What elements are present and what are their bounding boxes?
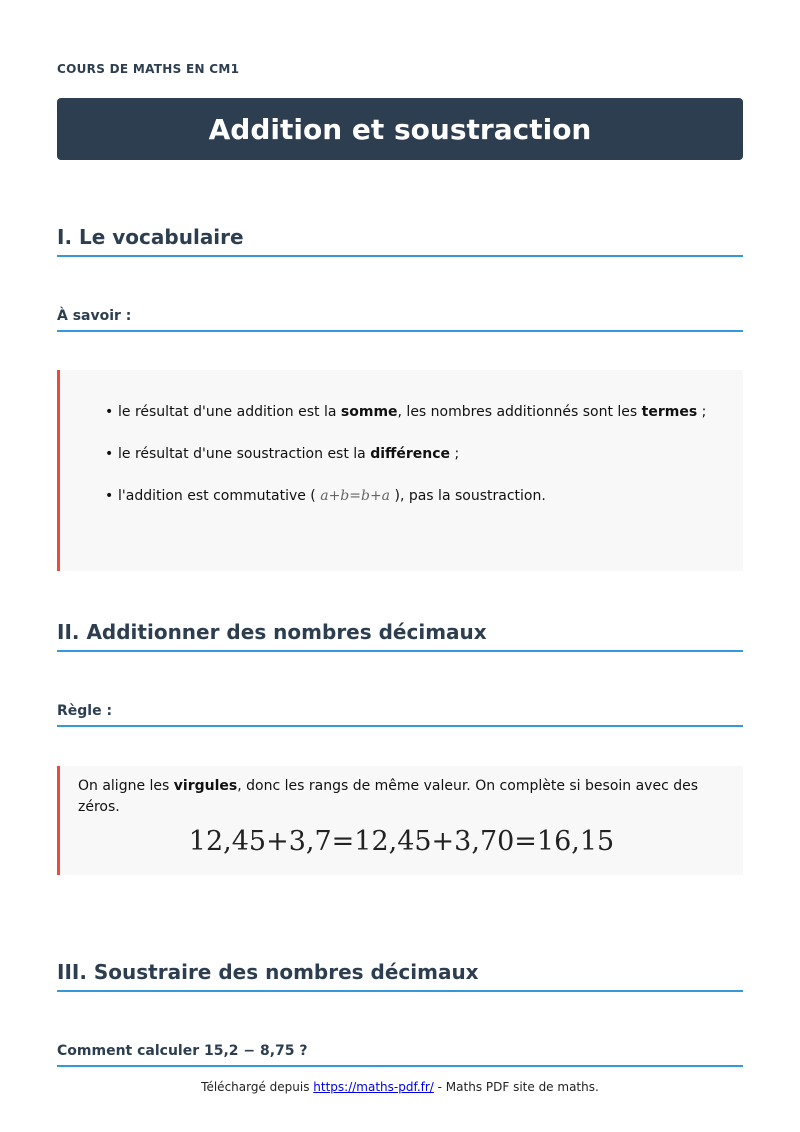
section-heading-vocabulaire: I. Le vocabulaire [57,225,743,257]
section-heading-soustraire: III. Soustraire des nombres décimaux [57,960,743,992]
subheading-question: Comment calculer 15,2 − 8,75 ? [57,1043,743,1067]
course-kicker: COURS DE MATHS EN CM1 [57,62,240,76]
title-banner [57,98,743,160]
list-item [118,486,743,506]
term-virgules: virgules [173,778,238,794]
item-text: ; [697,404,707,420]
footer-link[interactable]: https://maths-pdf.fr/ [313,1080,434,1094]
rule-box [57,766,743,875]
vocabulary-box [57,370,743,571]
commutativity-formula: a+b=b+a [320,488,391,504]
subheading-a-savoir: À savoir : [57,308,743,332]
item-text: l'addition est commutative ( [118,488,321,504]
page-title: Addition et soustraction [208,112,592,146]
vocabulary-list [60,402,743,506]
item-text: le résultat d'une soustraction est la [118,446,371,462]
addition-formula: 12,45+3,7=12,45+3,70=16,15 [188,826,615,857]
item-text: ), pas la soustraction. [390,488,546,504]
term-difference: différence [370,446,451,462]
term-somme: somme [340,404,398,420]
item-text: , les nombres additionnés sont les [397,404,642,420]
list-item [118,444,743,464]
footer-suffix: - Maths PDF site de maths. [433,1080,599,1094]
rule-text-part: On aligne les [78,778,174,794]
item-text: ; [450,446,460,462]
term-termes: termes [641,404,698,420]
footer [0,1080,800,1094]
list-item [118,402,743,422]
item-text: le résultat d'une addition est la [118,404,341,420]
footer-prefix: Téléchargé depuis [201,1080,314,1094]
rule-text-part: , donc les rangs de même valeur. On complète si besoin avec des zéros. [78,778,699,815]
section-heading-additionner: II. Additionner des nombres décimaux [57,620,743,652]
rule-text [60,766,743,818]
subheading-regle: Règle : [57,703,743,727]
